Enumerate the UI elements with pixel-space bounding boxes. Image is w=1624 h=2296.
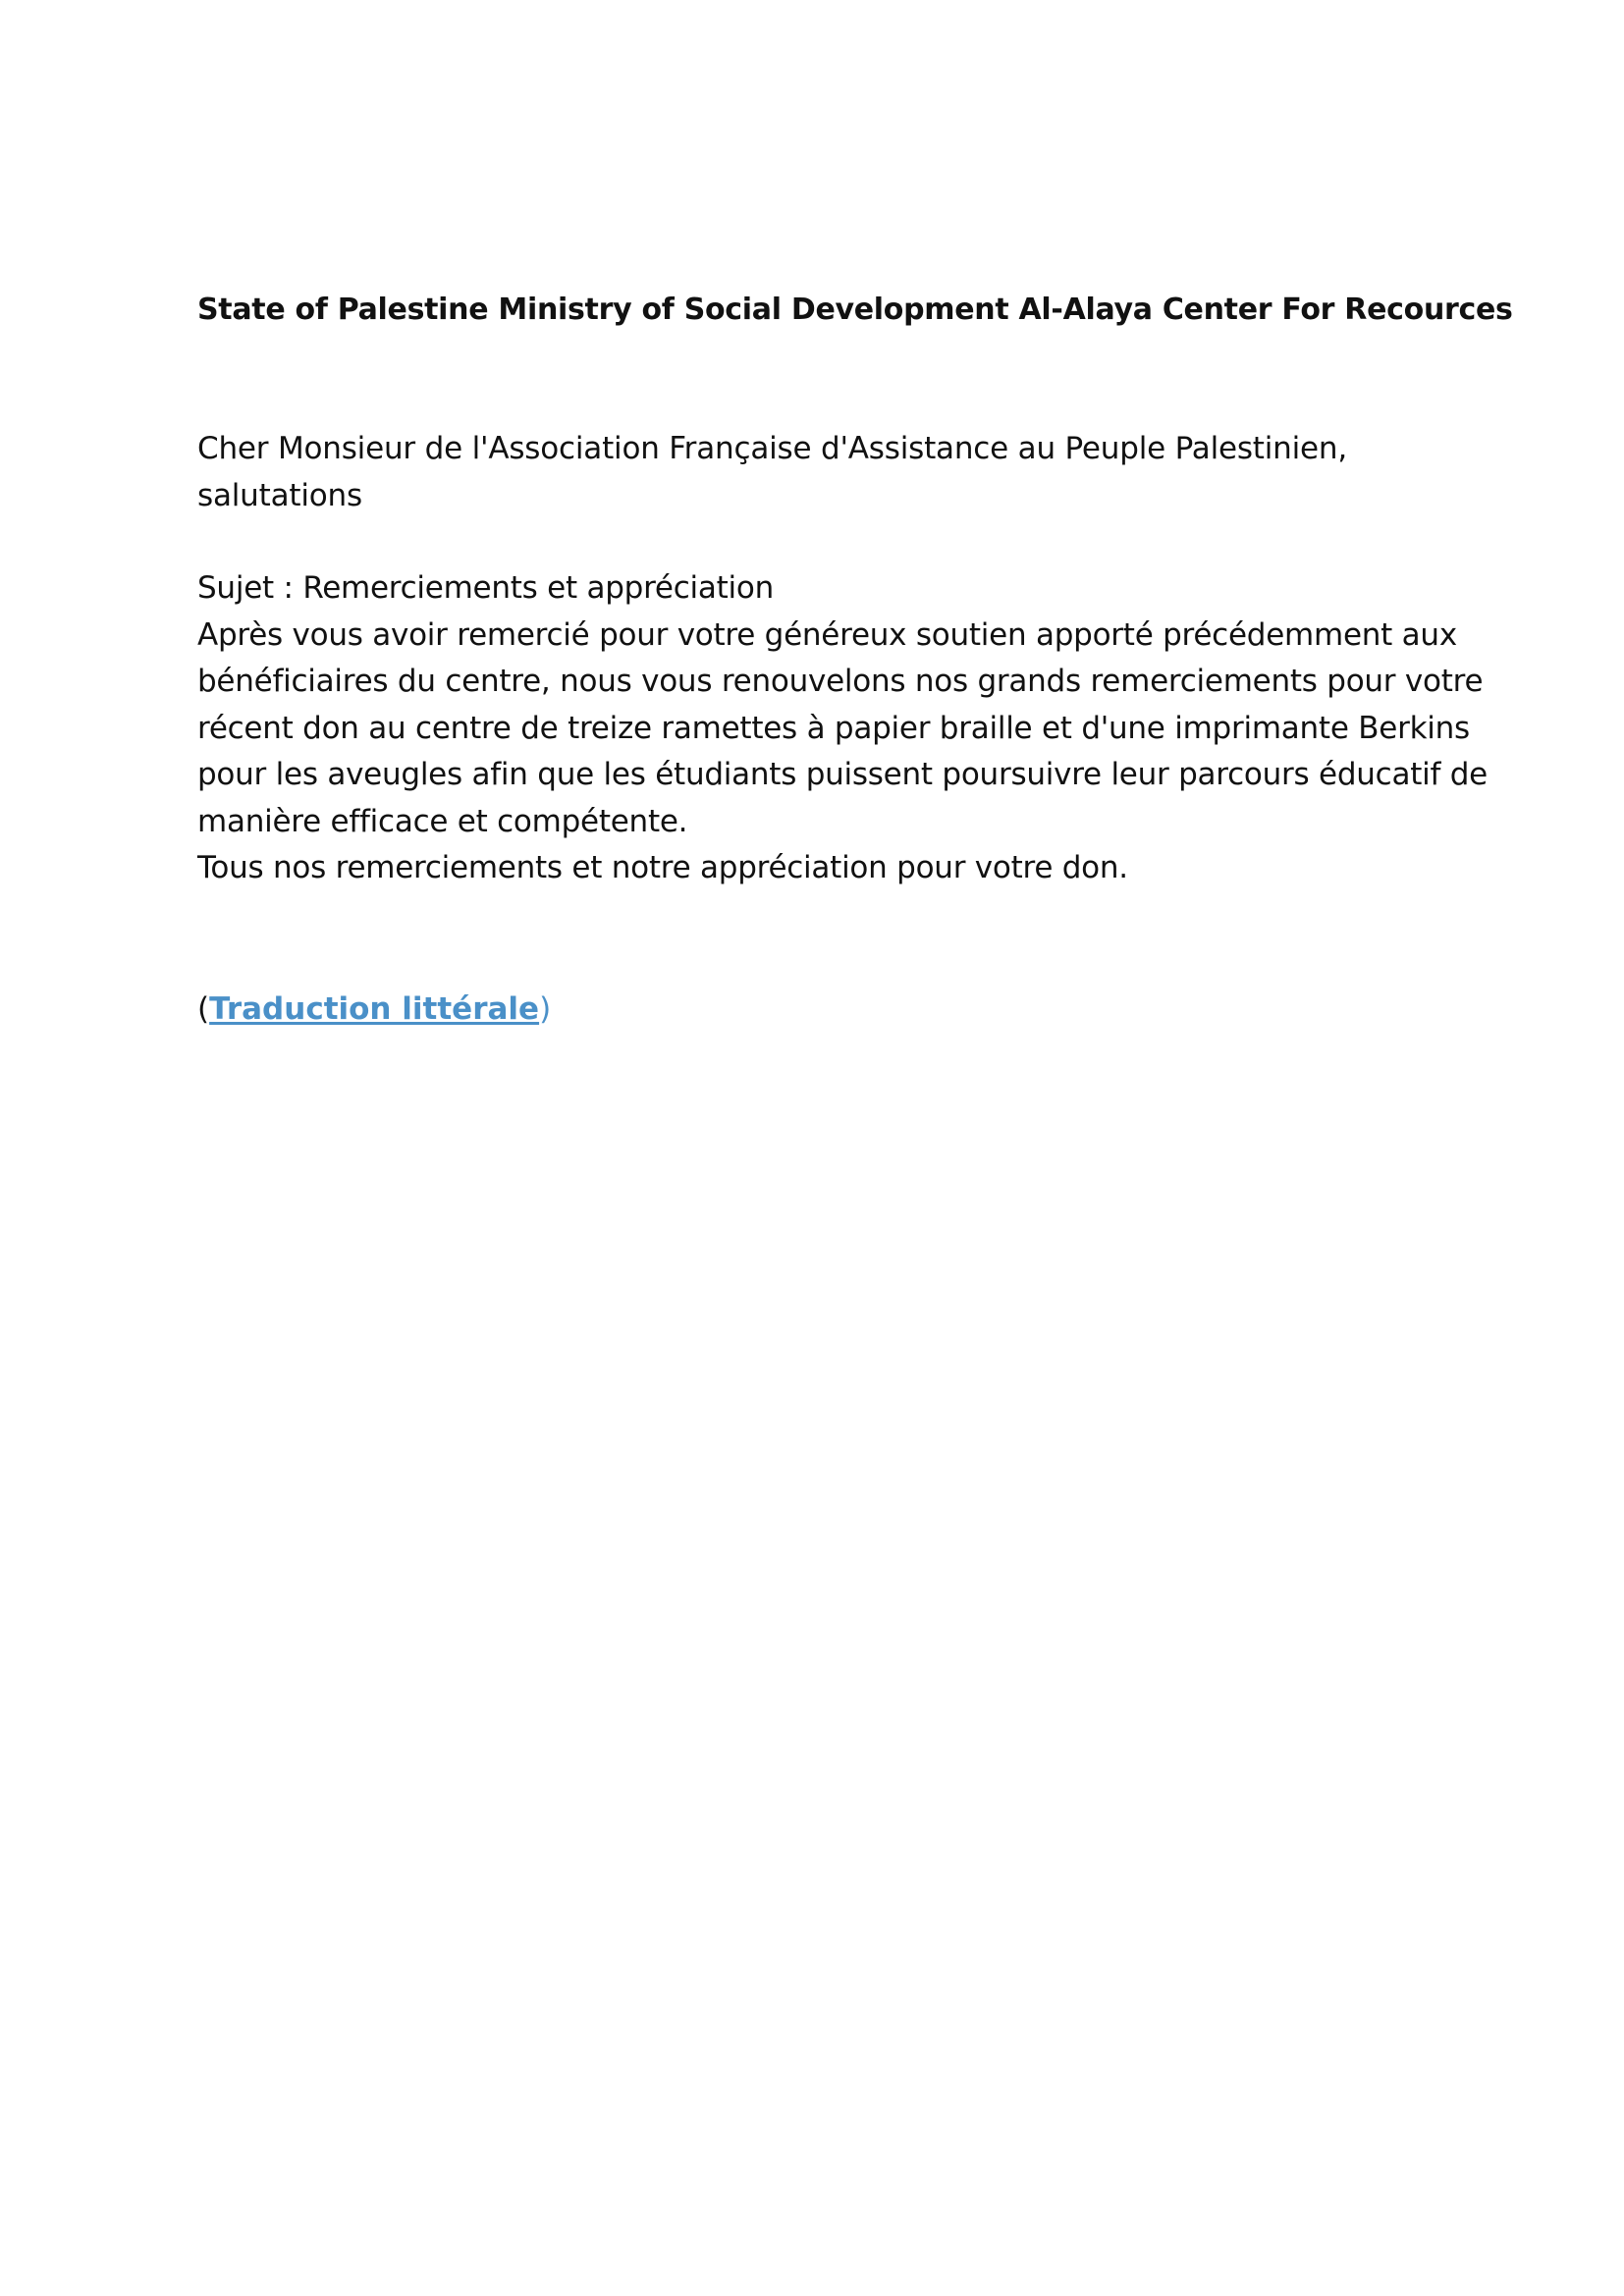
salutation (197, 425, 1425, 519)
subject-line: Sujet : Remerciements et appréciation (197, 570, 775, 606)
salutation-line-1: Cher Monsieur de l'Association Française d'Assistance au Peuple Palestinien, (197, 431, 1348, 466)
paragraph-line: pour les aveugles afin que les étudiants puissent poursuivre leur parcours éducatif de (197, 757, 1488, 792)
closing-line: Tous nos remerciements et notre appréciation pour votre don. (197, 850, 1128, 885)
paragraph-line: Après vous avoir remercié pour votre généreux soutien apporté précédemment aux (197, 616, 1457, 653)
salutation-line-2: salutations (197, 478, 362, 513)
translation-link[interactable]: Traduction littérale (209, 990, 540, 1027)
close-parenthesis: ) (539, 990, 552, 1027)
open-parenthesis: ( (197, 990, 210, 1027)
paragraph-line: récent don au centre de treize ramettes à papier braille et d'une imprimante Berkins (197, 710, 1470, 746)
letter-body (197, 565, 1488, 892)
letterhead-title: State of Palestine Ministry of Social Development Al-Alaya Center For Recources (197, 293, 1513, 327)
translation-note (197, 986, 1425, 1033)
paragraph-line: bénéficiaires du centre, nous vous renouvelons nos grands remerciements pour votre (197, 664, 1484, 699)
letter-content (197, 287, 1513, 1033)
paragraph-line: manière efficace et compétente. (197, 803, 688, 839)
